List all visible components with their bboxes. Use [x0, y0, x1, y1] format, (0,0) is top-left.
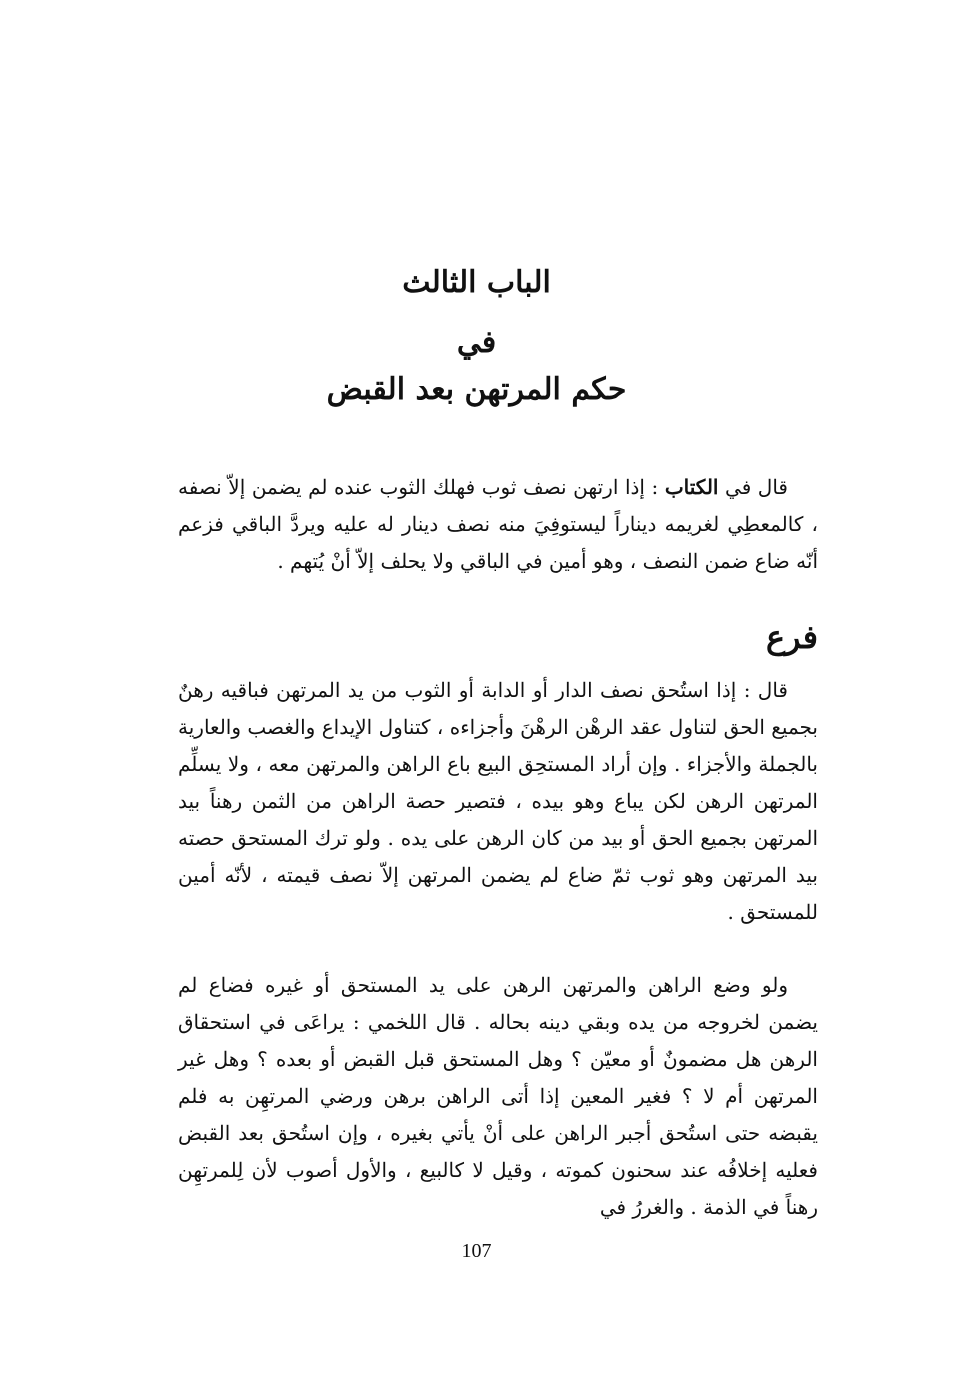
paragraph-2: قال : إذا استُحق نصف الدار أو الدابة أو الثوب من يد المرتهن فباقيه رهنٌ بجميع الحق لتناول عقد الرهْن الرهْنَ وأجزاءه ، كتناول الإيداع والغصب والعارية بالجملة والأجزاء . وإن أراد المستحِق البيع باع الراهن والمرتهن معه ، ولا يسلِّم المرتهن الرهن لكن يباع وهو بيده ، فتصير حصة الراهن من الثمن رهناً بيد المرتهن بجميع الحق أو بيد من كان الرهن على يده . ولو ترك المستحق حصته بيد المرتهن وهو ثوب ثمّ ضاع لم يضمن المرتهن إلاّ نصف قيمته ، لأنّه أمين للمستحق . — [178, 678, 818, 924]
section-label: فرع — [765, 618, 818, 656]
paragraph-1-lead: قال في — [718, 475, 788, 499]
chapter-title: الباب الثالث — [402, 265, 551, 300]
paragraph-1-text: : إذا ارتهن نصف ثوب فهلك الثوب عنده لم يضمن إلاّ نصفه ، كالمعطِي لغريمه ديناراً ليستوفِيَ منه نصف دينار له عليه ويردَّ الباقي فزعم أنّه ضاع ضمن النصف ، وهو أمين في الباقي ولا يحلف إلاّ أنْ يُتهم . — [178, 475, 818, 573]
page-number: 107 — [461, 1240, 492, 1262]
paragraph-1-keyword: الكتاب — [664, 475, 719, 499]
paragraph-3: ولو وضع الراهن والمرتهن الرهن على يد المستحق أو غيره فضاع لم يضمن لخروجه من يده وبقي دينه بحاله . قال اللخمي : يراعَى في استحقاق الرهن هل مضمونٌ أو معيّن ؟ وهل المستحق قبل القبض أو بعده ؟ وهل غير المرتهن أم لا ؟ فغير المعين إذا أتى الراهن برهن ورضي المرتهِن به فلم يقبضه حتى استُحق أجبر الراهن على أنْ يأتي بغيره ، وإن استُحق بعد القبض فعليه إخلافُه عند سحنون كموته ، وقيل لا كالبيع ، والأول أصوب لأن لِلمرتهِن رهناً في الذمة . والغررُ في — [178, 973, 818, 1219]
chapter-subtitle: حكم المرتهن بعد القبض — [326, 372, 627, 407]
chapter-connector: في — [456, 325, 497, 360]
paragraph-1 — [178, 469, 818, 580]
